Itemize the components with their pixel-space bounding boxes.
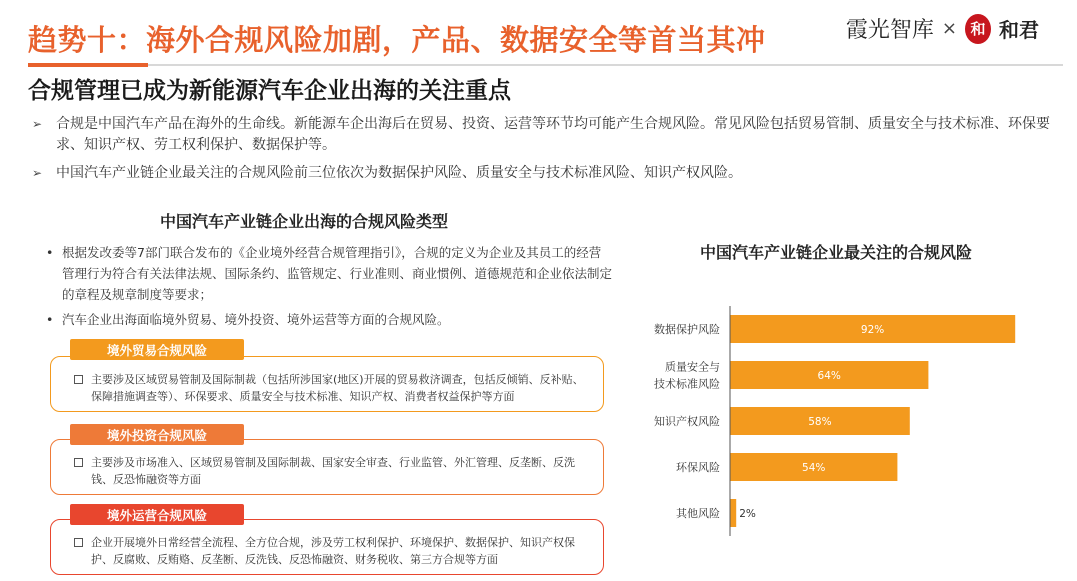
category-label: 环保风险 xyxy=(676,461,720,474)
risk-description: 主要涉及区域贸易管制及国际制裁（包括所涉国家(地区)开展的贸易救济调查，包括反倾销、反补贴、保障措施调查等）、环保要求、质量安全与技术标准、知识产权、消费者权益保护等方面 xyxy=(91,373,584,403)
operation-risk-box xyxy=(50,519,604,575)
brand-name: 霞光智库 xyxy=(845,18,934,43)
data-label: 92% xyxy=(860,324,885,336)
key-point xyxy=(30,114,1060,156)
compliance-risk-bar-chart xyxy=(620,300,1060,540)
page-title: 趋势十：海外合规风险加剧，产品、数据安全等首当其冲 xyxy=(28,23,766,57)
brand-lockup xyxy=(846,13,1039,44)
note-item xyxy=(42,309,612,330)
dot-bullet-icon: • xyxy=(46,245,54,260)
category-label: 数据保护风险 xyxy=(654,323,720,336)
risk-description: 企业开展境外日常经营全流程、全方位合规，涉及劳工权利保护、环境保护、数据保护、知识产权保护、反腐败、反贿赂、反垄断、反洗钱、反恐怖融资、财务税收、第三方合规等方面 xyxy=(91,536,575,566)
dot-bullet-icon: • xyxy=(46,312,54,327)
checkbox-bullet-icon xyxy=(74,375,83,384)
arrow-bullet-icon: ➢ xyxy=(32,117,43,131)
category-label: 其他风险 xyxy=(676,507,720,520)
title-accent-bar xyxy=(28,63,148,67)
key-points xyxy=(30,114,1060,191)
trade-risk-tag: 境外贸易合规风险 xyxy=(70,339,244,360)
bar xyxy=(730,499,736,527)
brand-separator: × xyxy=(941,18,957,39)
data-label: 54% xyxy=(802,462,826,474)
risk-description: 主要涉及市场准入、区域贸易管制及国际制裁、国家安全审查、行业监管、外汇管理、反垄断、反洗钱、反恐怖融资等方面 xyxy=(91,456,575,486)
partner-name: 和君 xyxy=(999,18,1039,42)
note-text: 根据发改委等7部门联合发布的《企业境外经营合规管理指引》，合规的定义为企业及其员工的经营管理行为符合有关法律法规、国际条约、监管规定、行业准则、商业惯例、道德规范和企业依法制定的章程及规章制度等要求； xyxy=(62,245,613,302)
category-label: 质量安全与技术标准风险 xyxy=(654,360,720,391)
key-point-text: 合规是中国汽车产品在海外的生命线。新能源车企出海后在贸易、投资、运营等环节均可能产生合规风险。常见风险包括贸易管制、质量安全与技术标准、环保要求、知识产权、劳工权利保护、数据保护等。 xyxy=(56,116,1050,153)
risk-types-title: 中国汽车产业链企业出海的合规风险类型 xyxy=(160,212,449,231)
risk-types-notes xyxy=(42,242,612,334)
checkbox-bullet-icon xyxy=(74,538,83,547)
key-point xyxy=(30,163,1060,184)
title-divider xyxy=(28,64,1063,66)
key-point-text: 中国汽车产业链企业最关注的合规风险前三位依次为数据保护风险、质量安全与技术标准风险、知识产权风险。 xyxy=(56,165,742,181)
arrow-bullet-icon: ➢ xyxy=(32,166,43,180)
trade-risk-box xyxy=(50,356,604,412)
chart-title: 中国汽车产业链企业最关注的合规风险 xyxy=(700,243,973,262)
investment-risk-box xyxy=(50,439,604,495)
category-label: 知识产权风险 xyxy=(654,415,720,428)
investment-risk-tag: 境外投资合规风险 xyxy=(70,424,244,445)
section-subtitle: 合规管理已成为新能源汽车企业出海的关注重点 xyxy=(28,78,511,104)
note-item xyxy=(42,242,612,305)
data-label: 64% xyxy=(817,370,841,382)
note-text: 汽车企业出海面临境外贸易、境外投资、境外运营等方面的合规风险。 xyxy=(62,312,450,327)
checkbox-bullet-icon xyxy=(74,458,83,467)
data-label: 2% xyxy=(739,508,756,520)
operation-risk-tag: 境外运营合规风险 xyxy=(70,504,244,525)
data-label: 58% xyxy=(808,416,832,428)
partner-seal-icon: 和 xyxy=(965,14,991,44)
